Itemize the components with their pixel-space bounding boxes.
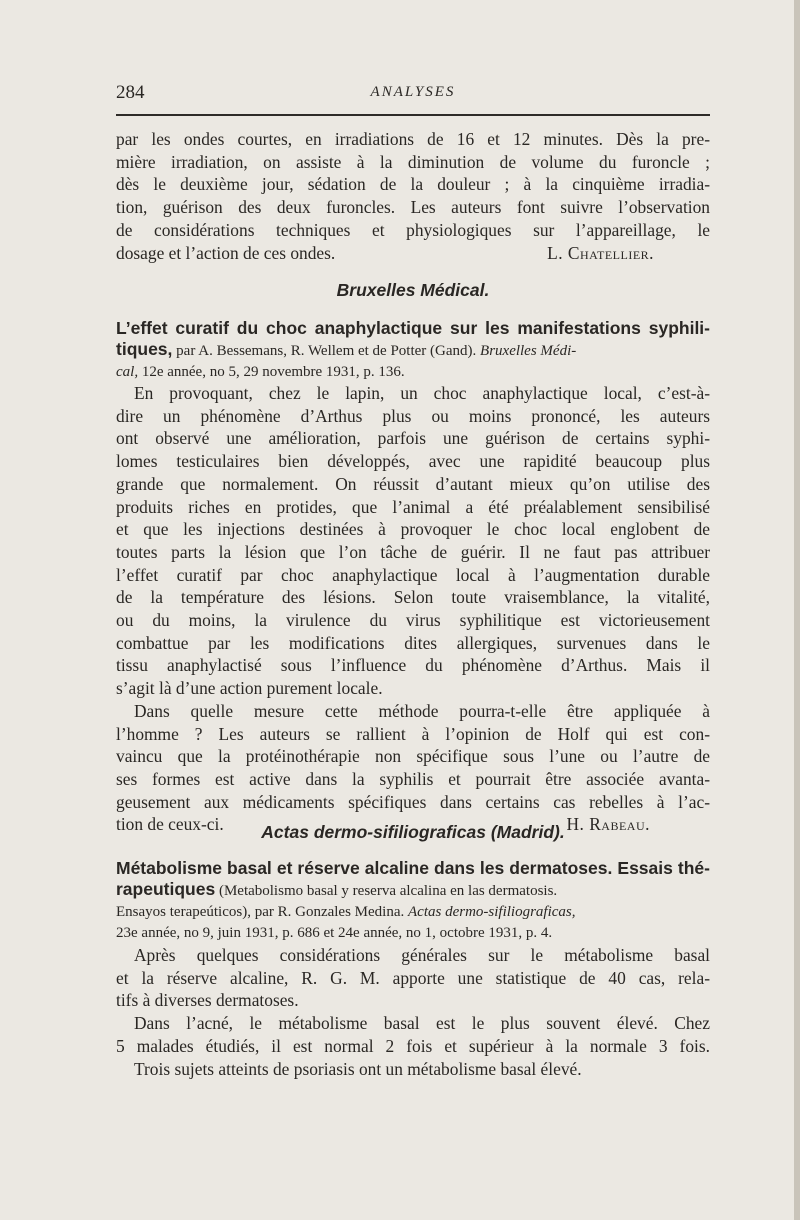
text-line: Dans l’acné, le métabolisme basal est le plus souvent élevé. Chez — [134, 1013, 710, 1034]
text-line: tifs à diverses dermatoses. — [116, 990, 299, 1011]
article-title-line: Métabolisme basal et réserve alcaline dans les dermatoses. Essais thé- — [116, 858, 710, 878]
page-number: 284 — [116, 82, 145, 103]
text-line: dire un phénomène d’Arthus plus ou moins prononcé, les auteurs — [116, 405, 710, 426]
section-title: Actas dermo-sifiliograficas (Madrid). — [261, 822, 565, 842]
citation-details: 12e année, no 5, 29 novembre 1931, p. 136. — [138, 364, 405, 380]
text-line: ou du moins, la virulence du virus syphilitique est victorieusement — [116, 610, 710, 631]
journal-name: cal, — [116, 364, 139, 380]
text-line: dès le deuxième jour, sédation de la douleur ; à la cinquième irradia- — [116, 174, 710, 195]
text-line: lomes testiculaires bien développés, avec une rapidité beaucoup plus — [116, 451, 710, 472]
article-heading — [116, 858, 710, 944]
citation-details: 23e année, no 9, juin 1931, p. 686 et 24e année, no 1, octobre 1931, p. 4. — [116, 925, 553, 941]
text-line: geusement aux médicaments spécifiques dans certains cas rebelles à l’ac- — [116, 791, 710, 812]
text-line: tion de ceux-ci. — [116, 814, 224, 835]
signature: H. Rabeau. — [566, 814, 650, 835]
citation-details: (Metabolismo basal y reserva alcalina en las dermatosis. — [215, 883, 558, 899]
text-line: mière irradiation, on assiste à la diminution de volume du furoncle ; — [116, 151, 710, 172]
text-line: grande que normalement. On réussit d’autant mieux qu’on utilise des — [116, 473, 710, 494]
journal-name: Bruxelles Médi- — [480, 343, 577, 359]
text-line: tissu anaphylactisé sous l’influence du phénomène d’Arthus. Mais il — [116, 655, 710, 676]
article-title-line: L’effet curatif du choc anaphylactique sur les manifestations syphili- — [116, 318, 710, 338]
citation-details: Ensayos terapeúticos), par R. Gonzales Medina. — [116, 904, 408, 920]
running-head: ANALYSES — [370, 84, 456, 100]
article-title-line: tiques, — [116, 339, 173, 359]
text-line: Après quelques considérations générales sur le métabolisme basal — [134, 945, 710, 965]
article-authors: par A. Bessemans, R. Wellem et de Potter (Gand). — [172, 343, 481, 359]
text-line: l’effet curatif par choc anaphylactique local à l’augmentation durable — [116, 564, 710, 585]
text-line: Dans quelle mesure cette méthode pourra-t-elle être appliquée à — [134, 700, 710, 721]
paragraph-bessemans — [116, 382, 710, 836]
text-line: toutes parts la lésion que l’on tâche de guérir. Il ne faut pas attribuer — [116, 541, 710, 562]
text-line: s’agit là d’une action purement locale. — [116, 678, 383, 699]
text-line: et la réserve alcaline, R. G. M. apporte une statistique de 40 cas, rela- — [116, 967, 710, 988]
article-heading — [116, 318, 710, 383]
article-title-line: rapeutiques — [116, 879, 216, 899]
text-line: et que les injections destinées à provoquer le choc local englobent de — [116, 519, 710, 540]
page-edge-shadow — [794, 0, 800, 1220]
text-line: ont observé une amélioration, parfois une guérison de certains syphi- — [116, 428, 710, 449]
signature: L. Chatellier. — [547, 242, 654, 263]
text-line: En provoquant, chez le lapin, un choc anaphylactique local, c’est-à- — [134, 383, 710, 403]
text-line: combattue par les modifications dites allergiques, survenues dans le — [116, 632, 710, 653]
text-line: par les ondes courtes, en irradiations de 16 et 12 minutes. Dès la pre- — [116, 129, 710, 149]
text-line: 5 malades étudiés, il est normal 2 fois et supérieur à la normale 3 fois. — [116, 1035, 710, 1056]
section-title: Bruxelles Médical. — [336, 280, 490, 300]
text-line: Trois sujets atteints de psoriasis ont un métabolisme basal élevé. — [134, 1058, 582, 1079]
paragraph-chatellier — [116, 128, 710, 264]
text-line: vaincu que la protéinothérapie non spécifique sous l’une ou l’autre de — [116, 746, 710, 767]
journal-name: Actas dermo-sifiliograficas, — [408, 904, 576, 920]
text-line: de la température des lésions. Selon toute vraisemblance, la vitalité, — [116, 587, 710, 608]
text-line: tion, guérison des deux furoncles. Les auteurs font suivre l’observation — [116, 197, 710, 218]
text-line: dosage et l’action de ces ondes. — [116, 242, 336, 263]
text-line: ses formes est active dans la syphilis et pourrait être associée avanta- — [116, 768, 710, 789]
text-line: l’homme ? Les auteurs se rallient à l’opinion de Holf qui est con- — [116, 723, 710, 744]
page-header — [116, 82, 710, 108]
text-line: de considérations techniques et physiologiques sur l’appareillage, le — [116, 219, 710, 240]
header-rule — [116, 114, 710, 116]
paragraph-medina — [116, 944, 710, 1080]
text-line: produits riches en protides, que l’animal a été préalablement sensibilisé — [116, 496, 710, 517]
